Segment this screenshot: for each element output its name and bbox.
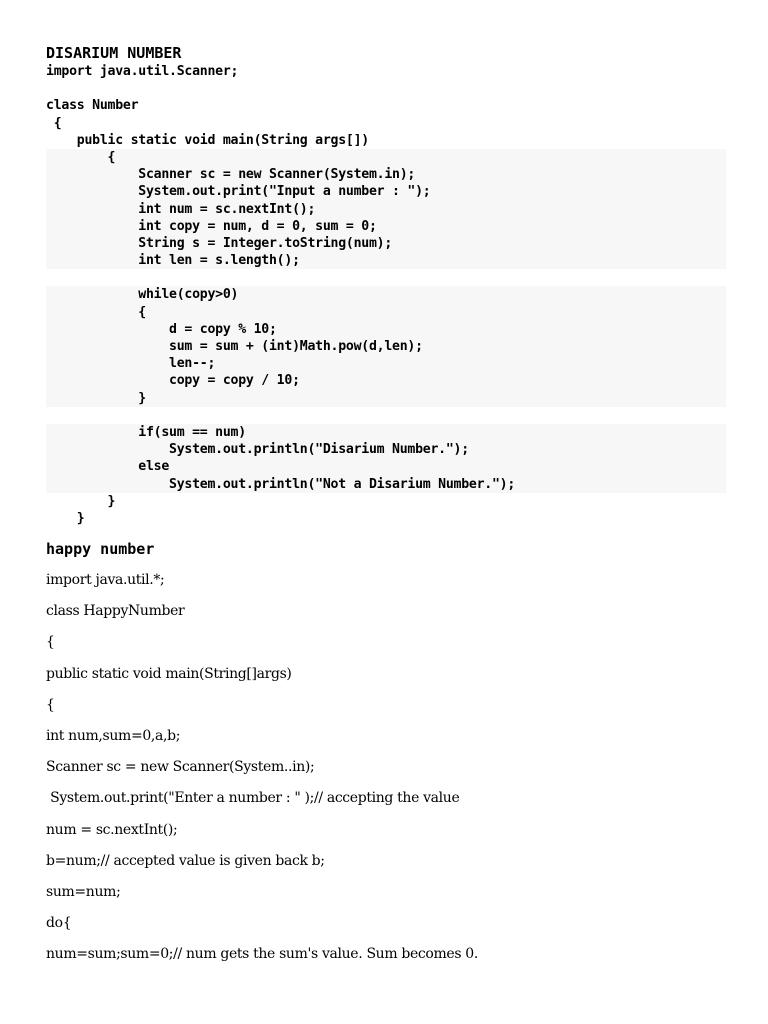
code-line: len--; <box>46 355 726 372</box>
code-line: class HappyNumber <box>46 603 185 620</box>
code-line <box>46 80 726 97</box>
code-line: int len = s.length(); <box>46 252 726 269</box>
code-line: import java.util.*; <box>46 572 165 588</box>
code-line: System.out.println("Disarium Number."); <box>46 441 726 458</box>
code-line: if(sum == num) <box>46 424 726 441</box>
code-line: System.out.print("Input a number : "); <box>46 183 726 200</box>
happy-code-block <box>46 572 726 977</box>
code-line: sum = sum + (int)Math.pow(d,len); <box>46 338 726 355</box>
code-line: int num = sc.nextInt(); <box>46 201 726 218</box>
code-line: { <box>46 304 726 321</box>
code-line: class Number <box>46 98 139 114</box>
code-line: num=sum;sum=0;// num gets the sum's value. Sum becomes 0. <box>46 946 478 963</box>
disarium-title: DISARIUM NUMBER <box>46 44 182 62</box>
code-line: String s = Integer.toString(num); <box>46 235 726 252</box>
code-line: sum=num; <box>46 883 121 900</box>
code-line: copy = copy / 10; <box>46 372 726 389</box>
code-line: System.out.print("Enter a number : " );// accepting the value <box>46 790 460 807</box>
code-line <box>46 269 726 286</box>
code-line: else <box>46 458 726 475</box>
code-line: { <box>46 149 726 166</box>
code-line: { <box>46 634 55 651</box>
code-line <box>46 407 726 424</box>
disarium-code-block <box>46 63 726 527</box>
code-line: import java.util.Scanner; <box>46 64 239 79</box>
code-line: int num,sum=0,a,b; <box>46 727 181 744</box>
code-line: while(copy>0) <box>46 286 726 303</box>
happy-title: happy number <box>46 540 155 558</box>
code-line: d = copy % 10; <box>46 321 726 338</box>
code-line: int copy = num, d = 0, sum = 0; <box>46 218 726 235</box>
code-line: { <box>46 115 62 131</box>
code-line: System.out.println("Not a Disarium Number."); <box>46 476 726 493</box>
code-line: } <box>46 493 116 509</box>
code-line: num = sc.nextInt(); <box>46 821 178 838</box>
code-line: do{ <box>46 915 72 932</box>
code-line: } <box>46 390 726 407</box>
code-line: public static void main(String[]args) <box>46 665 292 682</box>
code-line: Scanner sc = new Scanner(System..in); <box>46 759 315 776</box>
code-line: public static void main(String args[]) <box>46 132 369 148</box>
code-line: b=num;// accepted value is given back b; <box>46 852 325 869</box>
code-line: } <box>46 510 85 526</box>
code-line: { <box>46 696 55 713</box>
code-line: Scanner sc = new Scanner(System.in); <box>46 166 726 183</box>
